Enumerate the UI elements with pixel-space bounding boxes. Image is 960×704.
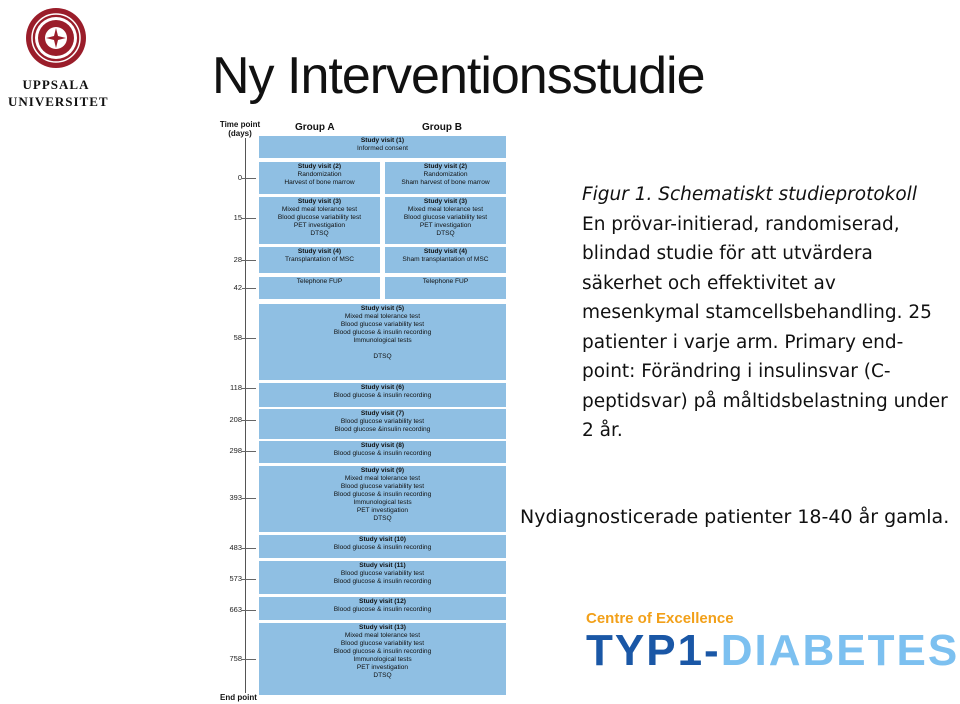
time-tick-label: 298 — [229, 446, 242, 455]
visit-item: Blood glucose variability test — [340, 640, 425, 647]
visit-title: Study visit (10) — [359, 536, 406, 543]
visit-item: Blood glucose & insulin recording — [333, 491, 432, 498]
group-a-visit-box — [259, 197, 380, 244]
time-tick-line — [242, 178, 256, 179]
time-tick-label: 393 — [229, 493, 242, 502]
visit-title: Study visit (13) — [359, 624, 406, 631]
group-a-visit-box — [259, 247, 380, 273]
end-point-label: End point — [220, 693, 257, 702]
visit-title: Telephone FUP — [296, 278, 343, 285]
visit-item: PET investigation — [356, 507, 409, 514]
university-seal-icon — [24, 6, 88, 70]
visit-item: Immunological tests — [353, 337, 412, 344]
time-tick-line — [242, 610, 256, 611]
time-tick-line — [242, 498, 256, 499]
visit-item: Blood glucose variability test — [403, 214, 488, 221]
visit-item: Immunological tests — [353, 499, 412, 506]
visit-item: Blood glucose & insulin recording — [333, 578, 432, 585]
visit-item: DTSQ — [373, 353, 392, 360]
group-b-header: Group B — [422, 122, 462, 133]
time-point-header: Time point (days) — [219, 120, 261, 138]
group-a-header: Group A — [295, 122, 335, 133]
centre-of-excellence-label: Centre of Excellence — [586, 610, 734, 627]
visit-item: Blood glucose variability test — [340, 418, 425, 425]
visit-item: Blood glucose &insulin recording — [334, 426, 431, 433]
time-tick-line — [242, 579, 256, 580]
visit-title: Study visit (1) — [360, 137, 405, 144]
visit-item: Blood glucose & insulin recording — [333, 392, 432, 399]
visit-item: Blood glucose & insulin recording — [333, 544, 432, 551]
time-tick-label: 0 — [237, 173, 242, 182]
time-tick-label: 58 — [233, 333, 242, 342]
visit-item: Informed consent — [357, 145, 408, 152]
visit-title: Study visit (2) — [423, 163, 468, 170]
logo-line-2: UNIVERSITET — [8, 94, 109, 109]
visit-title: Study visit (6) — [360, 384, 405, 391]
visit-item: Randomization — [423, 171, 468, 178]
visit-title: Study visit (9) — [360, 467, 405, 474]
study-protocol-figure — [218, 118, 510, 702]
visit-item: Sham transplantation of MSC — [402, 256, 489, 263]
description-body: En prövar-initierad, randomiserad, blindad studie för att utvärdera säkerhet och effektivitet av mesenkymal stamcellsbehandling. 25 patienter i varje arm. Primary end-point: Förändring i insulinsvar (C-peptidsvar) på måltidsbelastning under 2 år. — [582, 213, 948, 441]
group-a-visit-box — [259, 162, 380, 194]
brand-name-part-2: DIABETES — [720, 626, 960, 675]
group-b-visit-box — [385, 277, 506, 299]
group-a-visit-box — [259, 277, 380, 299]
time-tick-label: 573 — [229, 574, 242, 583]
visit-item: Blood glucose & insulin recording — [333, 606, 432, 613]
slide-title: Ny Interventionsstudie — [212, 47, 705, 105]
visit-item: DTSQ — [373, 515, 392, 522]
brand-name-part-1: TYP1- — [586, 626, 721, 675]
patient-population: Nydiagnosticerade patienter 18-40 år gamla. — [520, 506, 950, 528]
visit-item: DTSQ — [310, 230, 329, 237]
visit-title: Study visit (4) — [423, 248, 468, 255]
time-tick-line — [242, 218, 256, 219]
time-tick-line — [242, 338, 256, 339]
visit-title: Study visit (3) — [297, 198, 342, 205]
study-visit-box — [259, 535, 506, 558]
visit-item — [259, 345, 506, 353]
visit-title: Study visit (5) — [360, 305, 405, 312]
study-visit-box — [259, 561, 506, 594]
time-tick-line — [242, 548, 256, 549]
visit-item: PET investigation — [356, 664, 409, 671]
visit-item: Mixed meal tolerance test — [281, 206, 358, 213]
study-visit-box — [259, 623, 506, 695]
visit-title: Study visit (11) — [359, 562, 406, 569]
visit-title: Study visit (7) — [360, 410, 405, 417]
time-tick-line — [242, 288, 256, 289]
study-visit-box — [259, 441, 506, 463]
visit-item: DTSQ — [373, 672, 392, 679]
time-tick-label: 663 — [229, 605, 242, 614]
time-tick-label: 118 — [230, 383, 242, 392]
study-visit-box — [259, 466, 506, 532]
visit-item: Harvest of bone marrow — [284, 179, 355, 186]
group-b-visit-box — [385, 162, 506, 194]
study-visit-box — [259, 304, 506, 380]
time-tick-label: 758 — [229, 654, 242, 663]
uppsala-logo — [8, 6, 109, 109]
visit-item: Randomization — [297, 171, 342, 178]
visit-title: Study visit (3) — [423, 198, 468, 205]
visit-item: Mixed meal tolerance test — [407, 206, 484, 213]
visit-item: Blood glucose variability test — [340, 321, 425, 328]
visit-title: Study visit (8) — [360, 442, 405, 449]
typ1-diabetes-logo — [586, 626, 959, 676]
visit-item: Blood glucose & insulin recording — [333, 648, 432, 655]
group-b-visit-box — [385, 197, 506, 244]
visit-item: Mixed meal tolerance test — [344, 313, 421, 320]
logo-line-1: UPPSALA — [22, 77, 90, 92]
visit-title: Telephone FUP — [422, 278, 469, 285]
time-tick-line — [242, 451, 256, 452]
study-visit-box — [259, 409, 506, 439]
figure-caption: Figur 1. Schematiskt studieprotokoll — [582, 184, 917, 205]
visit-item: Blood glucose & insulin recording — [333, 450, 432, 457]
time-tick-label: 42 — [233, 283, 242, 292]
visit-item: Blood glucose variability test — [340, 570, 425, 577]
visit-item: Blood glucose variability test — [340, 483, 425, 490]
study-visit-box — [259, 383, 506, 407]
time-tick-label: 15 — [233, 213, 242, 222]
visit-item: Mixed meal tolerance test — [344, 632, 421, 639]
study-visit-box — [259, 136, 506, 158]
visit-item: Transplantation of MSC — [284, 256, 355, 263]
time-tick-label: 483 — [229, 543, 242, 552]
visit-title: Study visit (4) — [297, 248, 342, 255]
time-tick-line — [242, 659, 256, 660]
study-description — [582, 180, 954, 446]
group-b-visit-box — [385, 247, 506, 273]
time-tick-line — [242, 260, 256, 261]
time-tick-label: 28 — [233, 255, 242, 264]
time-tick-label: 208 — [229, 415, 242, 424]
visit-item: Sham harvest of bone marrow — [401, 179, 490, 186]
time-tick-line — [242, 420, 256, 421]
visit-title: Study visit (2) — [297, 163, 342, 170]
visit-item: DTSQ — [436, 230, 455, 237]
time-tick-line — [242, 388, 256, 389]
visit-title: Study visit (12) — [359, 598, 406, 605]
visit-item: Blood glucose variability test — [277, 214, 362, 221]
visit-item: PET investigation — [419, 222, 472, 229]
visit-item: Blood glucose & insulin recording — [333, 329, 432, 336]
study-visit-box — [259, 597, 506, 620]
visit-item: Mixed meal tolerance test — [344, 475, 421, 482]
visit-item: Immunological tests — [353, 656, 412, 663]
visit-item: PET investigation — [293, 222, 346, 229]
